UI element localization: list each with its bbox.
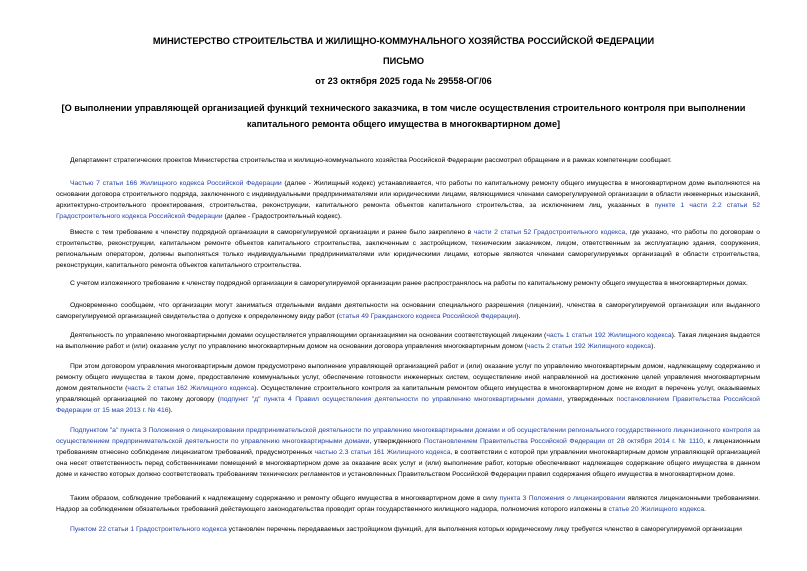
link-clause-3-licensing-regulation[interactable]: пункта 3 Положения о лицензировании	[499, 495, 626, 502]
paragraph-9: Таким образом, соблюдение требований к надлежащему содержанию и ремонту общего имущества в многоквартирном доме в силу пункта 3 Положения о лицензировании являются лицензионными требованиями. Надзор за соблюдением обязательных требований действующего законодательства проводит орган государственного жилищного надзора, полномочия которого изложены в статье 20 Жилищного кодекса.	[56, 495, 760, 513]
link-part-2-article-52-urban-code[interactable]: части 2 статьи 52 Градостроительного кодекса	[473, 229, 626, 236]
paragraph-5: Одновременно сообщаем, что организации могут заниматься отдельными видами деятельности на основании специального разрешения (лицензии), членства в саморегулируемой организации или выданного саморегулируемой организацией свидетельства о допуске к определенному виду работ (статья 49 Гражданского кодекса Российской Федерации).	[56, 302, 760, 320]
link-clause-22-article-1-urban-code[interactable]: Пунктом 22 статьи 1 Градостроительного кодекса	[70, 526, 227, 533]
link-clause-1-part-2-2-article-52-urban-code[interactable]: пункте 1 части 2.2 статьи 52 Градостроительного кодекса Российской Федерации	[56, 202, 760, 220]
paragraph-4: С учетом изложенного требование к членству подрядной организации в саморегулируемой организации ранее распространялось на работы по капитальному ремонту общего имущества в многоквартирных домах.	[70, 280, 748, 287]
link-government-decree-416[interactable]: постановлением Правительства Российской Федерации от 15 мая 2013 г. № 416	[56, 396, 760, 414]
paragraph-8: Подпунктом "а" пункта 3 Положения о лицензировании предпринимательской деятельности по управлению многоквартирными домами и об осуществлении регионального государственного лицензионного контроля за осуществлением предпринимательской деятельности по управлению многоквартирными домами, утвержденного Постановлением Правительства Российской Федерации от 28 октября 2014 г. № 1110, к лицензионным требованиям отнесено соблюдение лицензиатом требований, предусмотренных частью 2.3 статьи 161 Жилищного кодекса, в соответствии с которой при управлении многоквартирным домом управляющей организацией она несет ответственность перед собственниками помещений в многоквартирном доме за оказание всех услуг и (или) выполнение работ, которые обеспечивают надлежащее содержание общего имущества в данном доме и качество которых должно соответствовать требованиям технических регламентов и установленных Правительством Российской Федерации правил содержания общего имущества в многоквартирном доме.	[56, 427, 761, 478]
ministry-heading: МИНИСТЕРСТВО СТРОИТЕЛЬСТВА И ЖИЛИЩНО-КОММУНАЛЬНОГО ХОЗЯЙСТВА РОССИЙСКОЙ ФЕДЕРАЦИИ	[152, 36, 655, 46]
link-part-2-article-162-housing-code[interactable]: часть 2 статьи 162 Жилищного кодекса	[127, 385, 255, 392]
link-government-decree-1110[interactable]: Постановлением Правительства Российской Федерации от 28 октября 2014 г. № 1110	[423, 438, 704, 445]
link-part-1-article-192-housing-code[interactable]: часть 1 статьи 192 Жилищного кодекса	[546, 332, 672, 339]
paragraph-6: Деятельность по управлению многоквартирными домами осуществляется управляющими организациями на основании соответствующей лицензии (часть 1 статьи 192 Жилищного кодекса). Такая лицензия выдается на выполнение работ и (или) оказание услуг по управлению многоквартирным домом на основании договора управления многоквартирным домом (часть 2 статьи 192 Жилищного кодекса).	[56, 332, 760, 350]
paragraph-3: Вместе с тем требование к членству подрядной организации в саморегулируемой организации и ранее было закреплено в части 2 статьи 52 Градостроительного кодекса, где указано, что работы по договорам о строительстве, реконструкции, капитальном ремонте объектов капитального строительства, заключенным с застройщиком, техническим заказчиком, лицом, ответственным за эксплуатацию здания, сооружения, региональным оператором, должны выполняться только индивидуальными предпринимателями или юридическими лицами, которые являются членами саморегулируемых организаций в области строительства, реконструкции, капитального ремонта объектов капитального строительства.	[56, 229, 760, 269]
link-article-20-housing-code[interactable]: статье 20 Жилищного кодекса	[608, 506, 705, 513]
paragraph-7: При этом договором управления многоквартирным домом предусмотрено выполнение управляющей организацией работ и (или) оказание услуг по управлению многоквартирным домом, надлежащему содержанию и ремонту общего имущества в таком доме, предоставление коммунальных услуг, обеспечение готовности инженерных систем, осуществление иной направленной на достижение целей управления многоквартирным домом деятельности (часть 2 статьи 162 Жилищного кодекса). Осуществление строительного контроля за капитальным ремонтом общего имущества в многоквартирном доме не входит в перечень услуг, оказываемых управляющей организацией по такому договору (подпункт "д" пункта 4 Правил осуществления деятельности по управлению многоквартирными домами, утвержденных постановлением Правительства Российской Федерации от 15 мая 2013 г. № 416).	[56, 363, 760, 414]
document-title: [О выполнении управляющей организацией функций технического заказчика, в том числе осуществления строительного контроля при выполнении капитального ремонта общего имущества в многоквартирном доме]	[61, 103, 746, 129]
paragraph-2: Частью 7 статьи 166 Жилищного кодекса Российской Федерации (далее - Жилищный кодекс) устанавливается, что работы по капитальному ремонту общего имущества в многоквартирном доме выполняются на основании договора строительного подряда, заключенного с индивидуальными предпринимателями или юридическими лицами, являющимися членами саморегулируемой организации в области инженерных изысканий, архитектурно-строительного проектирования, строительства, реконструкции, капитального ремонта объектов капитального строительства, за исключением лиц, указанных в пункте 1 части 2.2 статьи 52 Градостроительного кодекса Российской Федерации (далее - Градостроительный кодекс).	[56, 180, 760, 220]
link-article-49-civil-code[interactable]: статья 49 Гражданского кодекса Российской Федерации	[338, 313, 517, 320]
document-type: ПИСЬМО	[382, 56, 425, 66]
paragraph-10: Пунктом 22 статьи 1 Градостроительного кодекса установлен перечень передаваемых застройщиком функций, для выполнения которых юридическому лицу требуется членство в саморегулируемой организации	[70, 526, 742, 533]
link-part-7-article-166-housing-code[interactable]: Частью 7 статьи 166 Жилищного кодекса Российской Федерации	[70, 180, 282, 187]
link-part-2-article-192-housing-code[interactable]: часть 2 статьи 192 Жилищного кодекса	[526, 343, 652, 350]
link-subclause-d-clause-4-management-rules[interactable]: подпункт "д" пункта 4 Правил осуществления деятельности по управлению многоквартирными домами	[220, 396, 563, 403]
link-licensing-regulation-clause-3a[interactable]: Подпунктом "а" пункта 3 Положения о лицензировании предпринимательской деятельности по управлению многоквартирными домами и об осуществлении регионального государственного лицензионного контроля за осуществлением предпринимательской деятельности по управлению многоквартирными домами	[56, 427, 760, 445]
link-part-2-3-article-161-housing-code[interactable]: частью 2.3 статьи 161 Жилищного кодекса	[314, 449, 451, 456]
document-date-number: от 23 октября 2025 года № 29558-ОГ/06	[315, 76, 492, 86]
paragraph-1: Департамент стратегических проектов Министерства строительства и жилищно-коммунального хозяйства Российской Федерации рассмотрел обращение и в рамках компетенции сообщает.	[70, 157, 672, 164]
